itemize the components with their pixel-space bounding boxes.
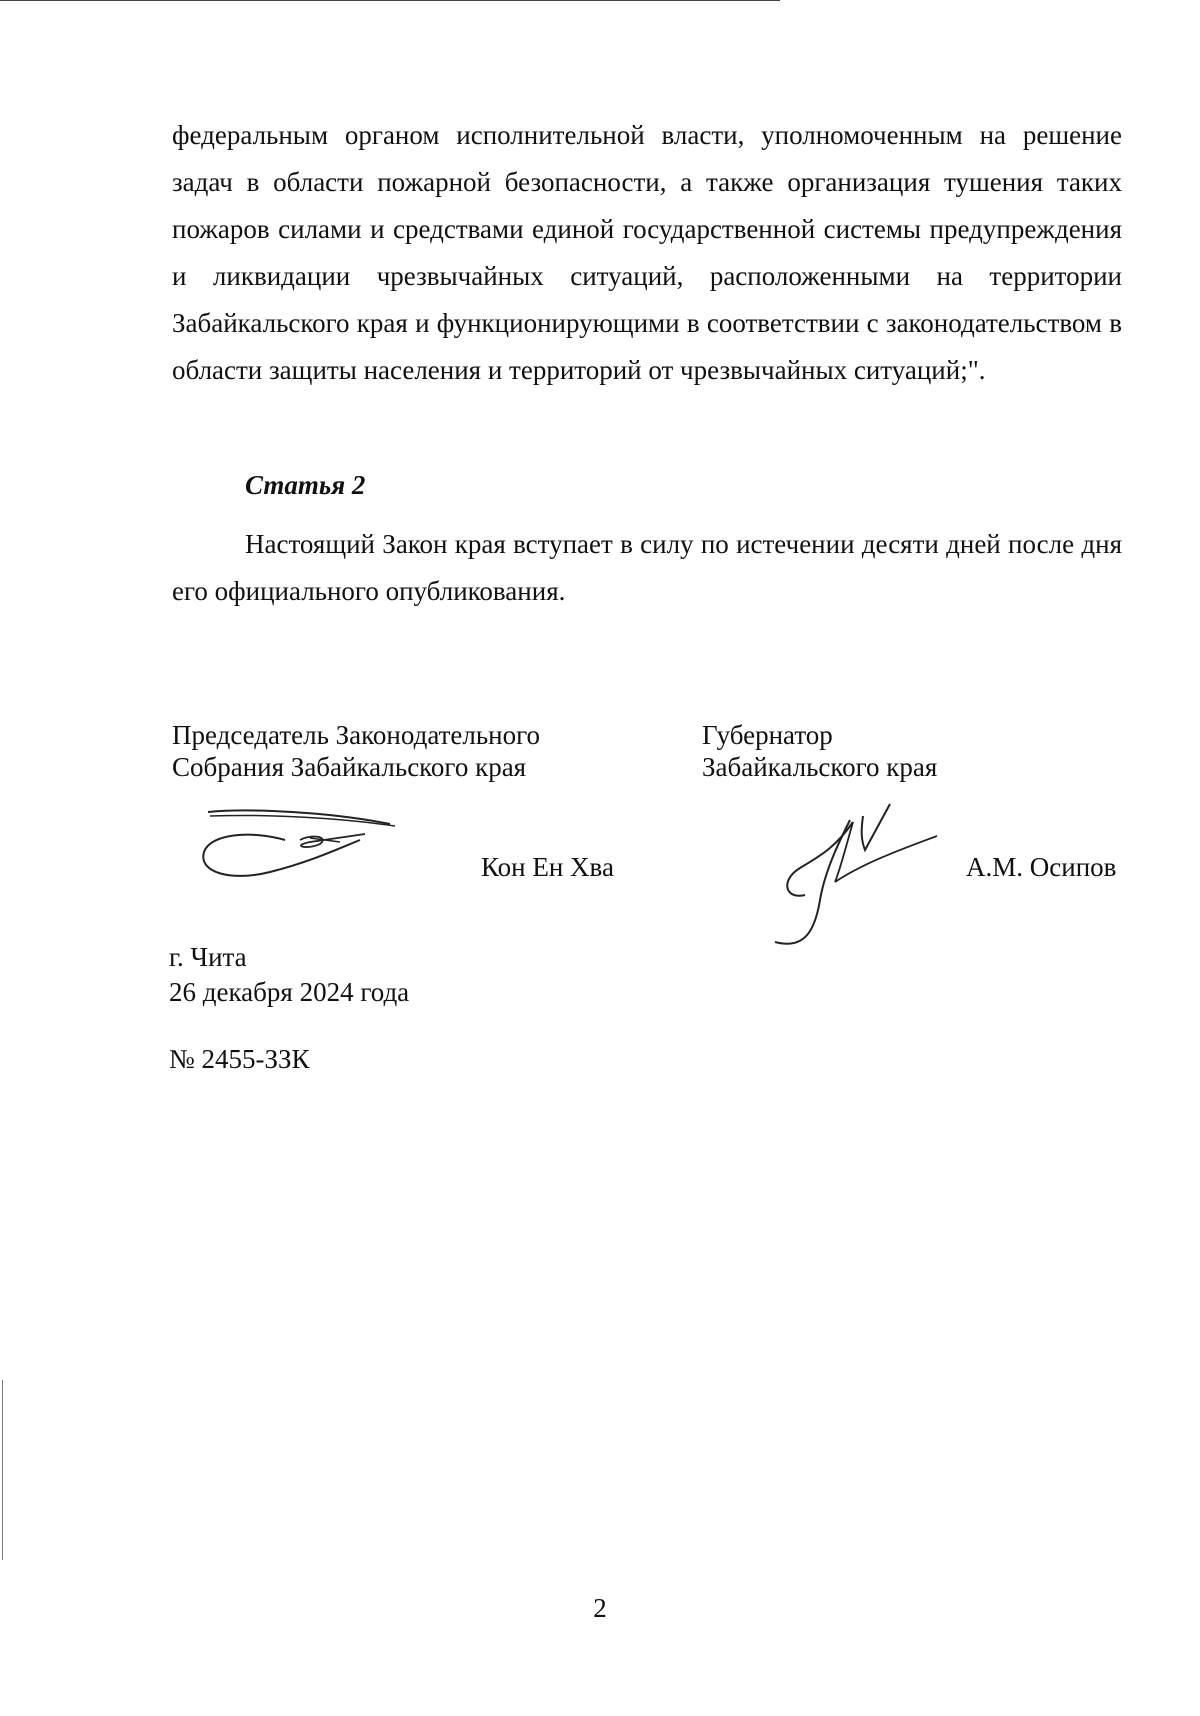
- chair-title-line: Председатель Законодательного: [172, 720, 541, 750]
- governor-signature: [765, 800, 945, 960]
- body-paragraph: федеральным органом исполнительной власти, уполномоченным на решение задач в области пожарной безопасности, а также организация тушения таких пожаров силами и средствами единой государственной системы предупреждения и ликвидации чрезвычайных ситуаций, расположенными на территории Забайкальского края и функционирующими в соответствии с законодательством в области защиты населения и территорий от чрезвычайных ситуаций;".: [172, 120, 1122, 385]
- scan-edge-line: [0, 0, 780, 1]
- document-number: № 2455-ЗЗК: [169, 1044, 310, 1074]
- governor-title-line: Губернатор: [702, 720, 833, 750]
- place-and-date: [169, 940, 409, 1010]
- page-number: 2: [593, 1593, 607, 1623]
- date: 26 декабря 2024 года: [169, 977, 410, 1007]
- chair-title: [172, 719, 540, 783]
- chair-title-line: Собрания Забайкальского края: [172, 752, 527, 782]
- governor-name: А.М. Осипов: [966, 852, 1117, 882]
- place: г. Чита: [169, 942, 247, 972]
- chair-signature: [190, 800, 410, 890]
- governor-title-line: Забайкальского края: [702, 752, 938, 782]
- governor-title: [702, 719, 937, 783]
- chair-name: Кон Ен Хва: [481, 852, 614, 882]
- scan-edge-line: [2, 1380, 3, 1560]
- article-heading: Статья 2: [245, 470, 366, 500]
- body-paragraph: Настоящий Закон края вступает в силу по истечении десяти дней после дня его официального опубликования.: [172, 529, 1122, 606]
